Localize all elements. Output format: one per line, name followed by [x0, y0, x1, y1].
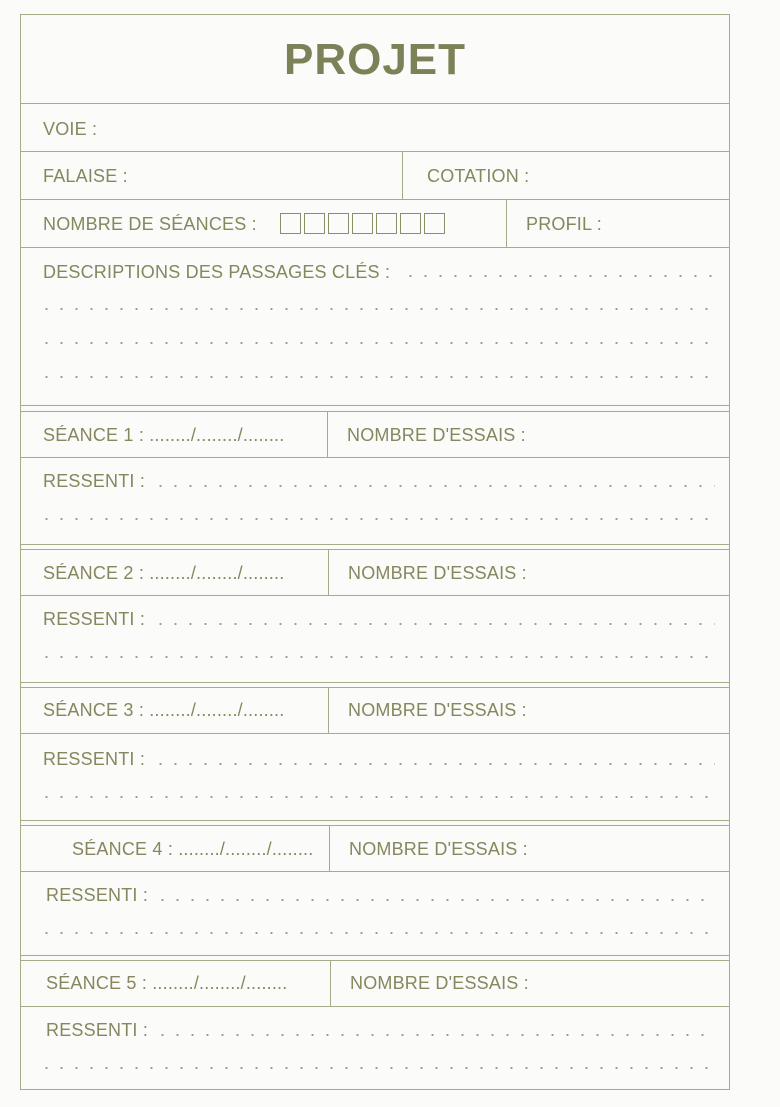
seances-row	[21, 200, 729, 248]
profil-label: PROFIL :	[526, 214, 602, 234]
ressenti-row[interactable]	[21, 1007, 729, 1089]
ressenti-label: RESSENTI :	[43, 749, 146, 769]
divider	[327, 412, 328, 457]
seance-checkbox[interactable]	[304, 213, 325, 234]
session-row	[21, 688, 729, 734]
dotted-line	[153, 485, 715, 487]
ressenti-label: RESSENTI :	[43, 471, 146, 491]
dotted-line	[39, 932, 715, 934]
seance-checkbox[interactable]	[328, 213, 349, 234]
session-row	[21, 550, 729, 596]
ressenti-label: RESSENTI :	[46, 885, 149, 905]
session-label: SÉANCE 4 : ......../......../........	[72, 839, 314, 859]
seance-checkbox[interactable]	[352, 213, 373, 234]
essais-label: NOMBRE D'ESSAIS :	[349, 839, 528, 859]
seance-checkbox[interactable]	[400, 213, 421, 234]
divider	[402, 152, 403, 199]
descriptions-label: DESCRIPTIONS DES PASSAGES CLÉS :	[43, 262, 391, 282]
session-label: SÉANCE 3 : ......../......../........	[43, 700, 285, 720]
divider	[328, 550, 329, 595]
seance-checkbox[interactable]	[424, 213, 445, 234]
ressenti-label: RESSENTI :	[46, 1020, 149, 1040]
session-label: SÉANCE 2 : ......../......../........	[43, 563, 285, 583]
seance-checkboxes	[280, 213, 448, 234]
ressenti-row[interactable]	[21, 734, 729, 821]
descriptions-row[interactable]	[21, 248, 729, 406]
session-row	[21, 826, 729, 872]
dotted-line	[155, 899, 715, 901]
cotation-label: COTATION :	[427, 166, 530, 186]
ressenti-row[interactable]	[21, 596, 729, 683]
dotted-line	[155, 1034, 715, 1036]
session-row	[21, 412, 729, 458]
session-label: SÉANCE 5 : ......../......../........	[46, 973, 288, 993]
divider	[330, 961, 331, 1006]
voie-row[interactable]	[21, 104, 729, 152]
voie-label: VOIE :	[43, 119, 98, 139]
dotted-line	[153, 763, 715, 765]
nombre-seances-label: NOMBRE DE SÉANCES :	[43, 214, 257, 234]
dotted-line	[39, 1067, 715, 1069]
essais-label: NOMBRE D'ESSAIS :	[350, 973, 529, 993]
ressenti-label: RESSENTI :	[43, 609, 146, 629]
session-row	[21, 961, 729, 1007]
ressenti-row[interactable]	[21, 872, 729, 956]
falaise-label: FALAISE :	[43, 166, 128, 186]
project-sheet	[20, 14, 730, 1090]
seance-checkbox[interactable]	[376, 213, 397, 234]
seance-checkbox[interactable]	[280, 213, 301, 234]
session-label: SÉANCE 1 : ......../......../........	[43, 425, 285, 445]
dotted-line	[153, 623, 715, 625]
essais-label: NOMBRE D'ESSAIS :	[348, 563, 527, 583]
dotted-line	[39, 342, 715, 344]
dotted-line	[39, 518, 715, 520]
page-title: PROJET	[283, 35, 467, 84]
divider	[329, 826, 330, 871]
falaise-row	[21, 152, 729, 200]
divider	[506, 200, 507, 247]
dotted-line	[39, 656, 715, 658]
title-row	[21, 15, 729, 104]
dotted-line	[39, 796, 715, 798]
dotted-line	[39, 376, 715, 378]
divider	[328, 688, 329, 733]
ressenti-row[interactable]	[21, 458, 729, 545]
dotted-line	[39, 308, 715, 310]
dotted-line	[403, 275, 715, 277]
essais-label: NOMBRE D'ESSAIS :	[347, 425, 526, 445]
essais-label: NOMBRE D'ESSAIS :	[348, 700, 527, 720]
